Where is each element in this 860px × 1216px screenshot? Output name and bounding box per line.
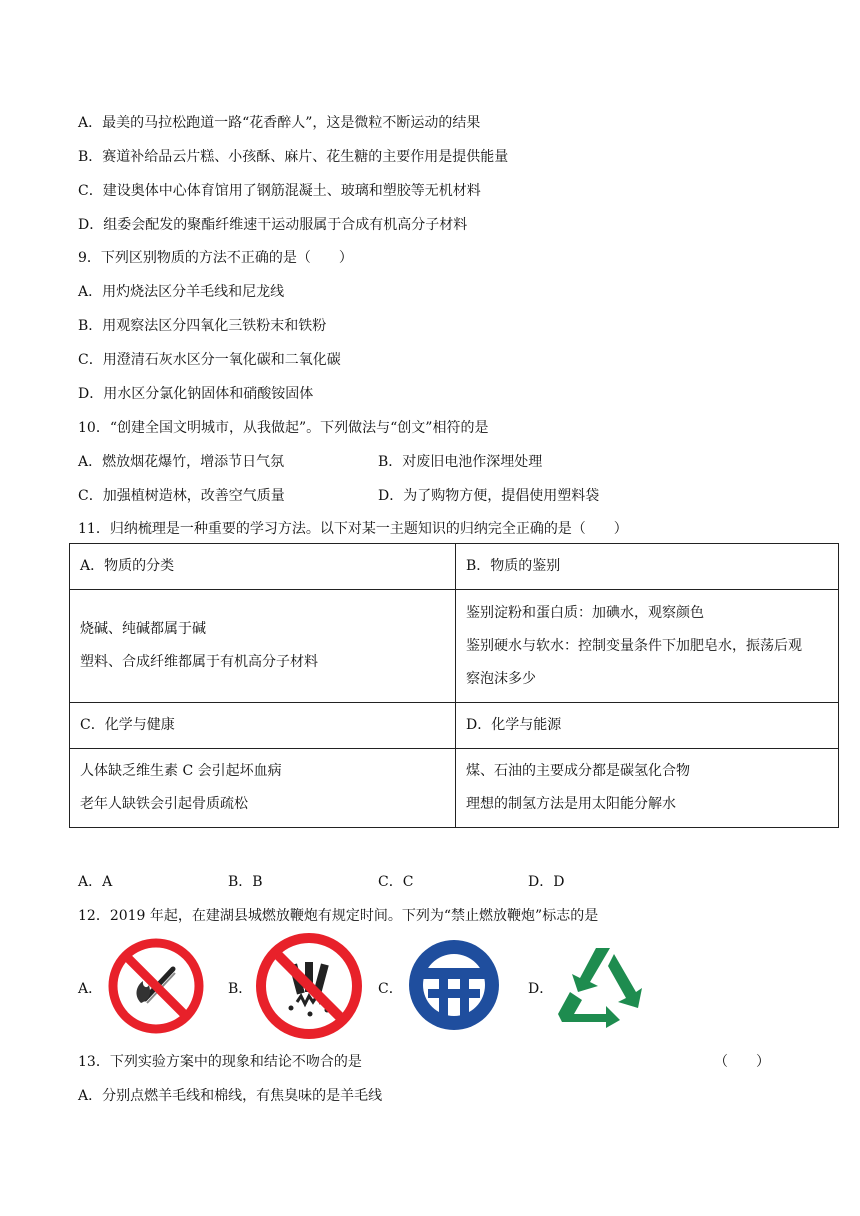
table-cell-b-body bbox=[456, 590, 839, 703]
q8-option-d: D．组委会配发的聚酯纤维速干运动服属于合成有机高分子材料 bbox=[78, 217, 468, 233]
table-line: 鉴别硬水与软水：控制变量条件下加肥皂水，振荡后观 bbox=[466, 637, 802, 654]
table-line: 人体缺乏维生素 C 会引起坏血病 bbox=[80, 763, 282, 779]
no-firecracker-sign-icon bbox=[255, 932, 363, 1040]
table-cell-a-head: A．物质的分类 bbox=[70, 544, 456, 590]
table-cell-c-head: C．化学与健康 bbox=[70, 703, 456, 749]
q9-stem: 9．下列区别物质的方法不正确的是（ ） bbox=[78, 250, 353, 266]
q12-option-d-label: D． bbox=[528, 981, 554, 997]
blue-circle-sign-icon bbox=[408, 937, 500, 1033]
q9-option-a: A．用灼烧法区分羊毛线和尼龙线 bbox=[78, 284, 285, 300]
q9-option-d: D．用水区分氯化钠固体和硝酸铵固体 bbox=[78, 386, 314, 402]
table-cell-a-body bbox=[70, 590, 456, 703]
q9-option-c: C．用澄清石灰水区分一氧化碳和二氧化碳 bbox=[78, 352, 341, 368]
q12-option-a-label: A． bbox=[78, 981, 103, 997]
table-line: 察泡沫多少 bbox=[466, 670, 536, 687]
q13-answer-paren: （ ） bbox=[714, 1054, 770, 1070]
q10-option-b: B．对废旧电池作深埋处理 bbox=[378, 454, 543, 470]
q8-option-c: C．建设奥体中心体育馆用了钢筋混凝土、玻璃和塑胶等无机材料 bbox=[78, 183, 481, 199]
table-line: 老年人缺铁会引起骨质疏松 bbox=[80, 796, 248, 812]
q12-option-c-label: C． bbox=[378, 981, 403, 997]
q12-stem: 12．2019 年起，在建湖县城燃放鞭炮有规定时间。下列为“禁止燃放鞭炮”标志的是 bbox=[78, 908, 599, 924]
q12-option-b-label: B． bbox=[228, 981, 253, 997]
table-line: 烧碱、纯碱都属于碱 bbox=[80, 621, 206, 637]
q8-option-a: A．最美的马拉松跑道一路“花香醉人”，这是微粒不断运动的结果 bbox=[78, 115, 481, 131]
q11-option-c: C．C bbox=[378, 874, 414, 890]
q11-stem: 11．归纳梳理是一种重要的学习方法。以下对某一主题知识的归纳完全正确的是（ ） bbox=[78, 521, 628, 537]
q11-option-a: A．A bbox=[78, 874, 113, 890]
table-cell-d-body bbox=[456, 749, 839, 828]
q13-stem: 13．下列实验方案中的现象和结论不吻合的是 bbox=[78, 1054, 362, 1070]
q13-option-a: A．分别点燃羊毛线和棉线，有焦臭味的是羊毛线 bbox=[78, 1088, 383, 1104]
q11-option-d: D．D bbox=[528, 874, 565, 890]
table-cell-c-body bbox=[70, 749, 456, 828]
table-line: 煤、石油的主要成分都是碳氢化合物 bbox=[466, 763, 690, 779]
q11-summary-table bbox=[69, 543, 839, 828]
q9-option-b: B．用观察法区分四氧化三铁粉末和铁粉 bbox=[78, 318, 327, 334]
q10-stem: 10．“创建全国文明城市，从我做起”。下列做法与“创文”相符的是 bbox=[78, 420, 489, 436]
table-cell-b-head: B．物质的鉴别 bbox=[456, 544, 839, 590]
q11-option-b: B．B bbox=[228, 874, 263, 890]
q10-option-a: A．燃放烟花爆竹，增添节日气氛 bbox=[78, 454, 285, 470]
table-cell-d-head: D．化学与能源 bbox=[456, 703, 839, 749]
no-fire-sign-icon bbox=[107, 937, 205, 1035]
table-line: 塑料、合成纤维都属于有机高分子材料 bbox=[80, 654, 318, 670]
q8-option-b: B．赛道补给品云片糕、小孩酥、麻片、花生糖的主要作用是提供能量 bbox=[78, 149, 509, 165]
q10-option-c: C．加强植树造林，改善空气质量 bbox=[78, 488, 285, 504]
table-line: 理想的制氢方法是用太阳能分解水 bbox=[466, 796, 676, 812]
recycle-sign-icon bbox=[554, 942, 652, 1030]
q10-option-d: D．为了购物方便，提倡使用塑料袋 bbox=[378, 488, 600, 504]
table-line: 鉴别淀粉和蛋白质：加碘水，观察颜色 bbox=[466, 604, 704, 621]
